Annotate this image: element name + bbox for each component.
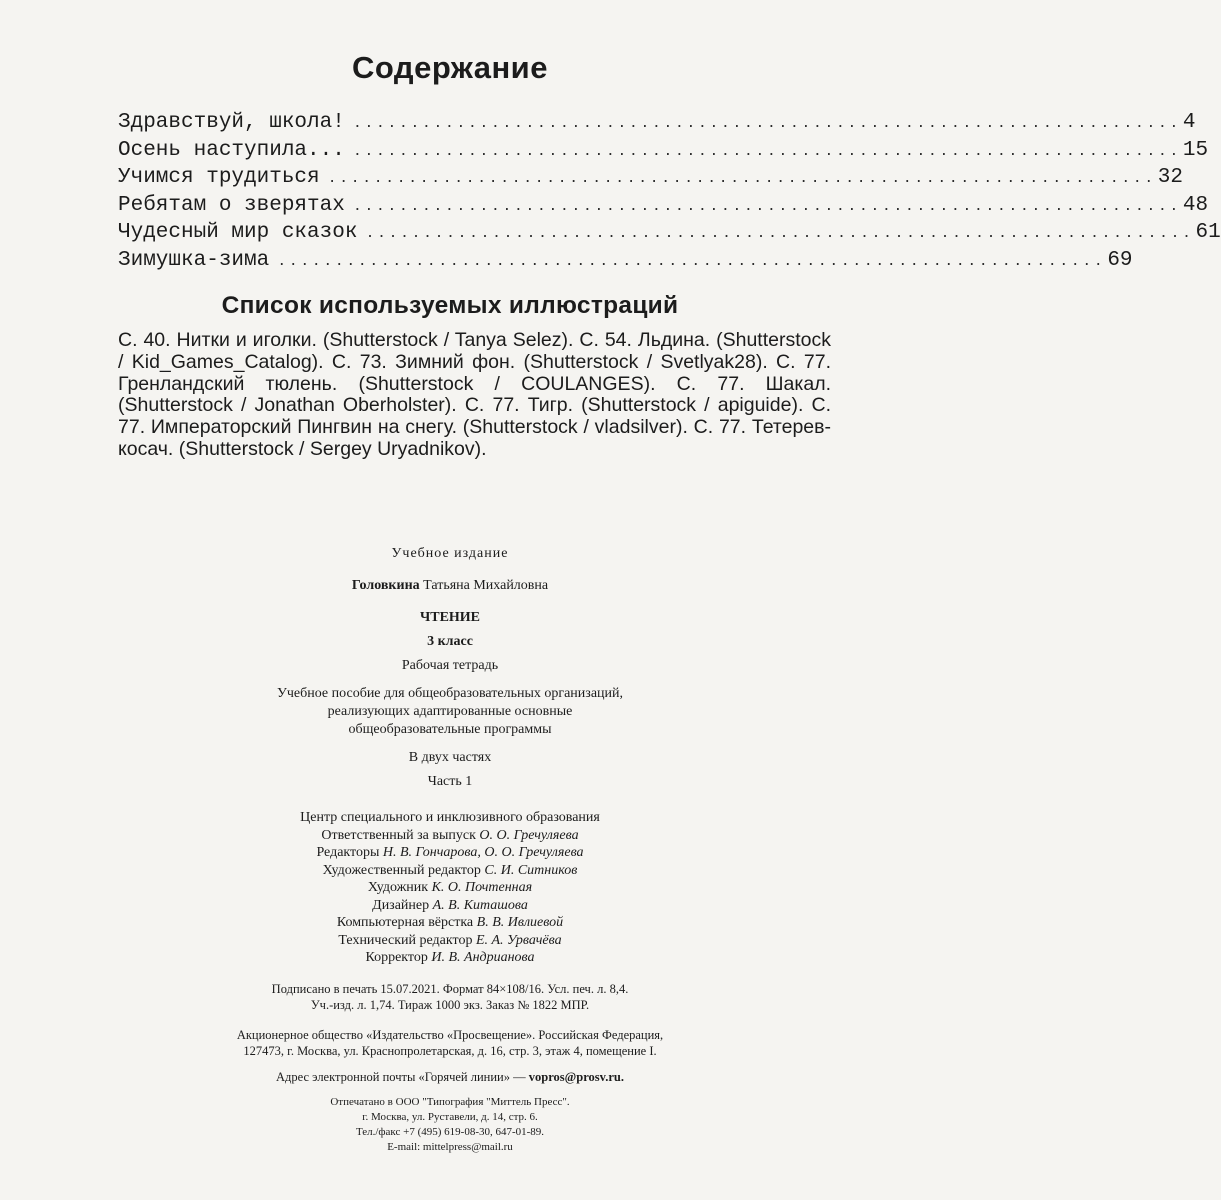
staff-row: Технический редактор Е. А. Урвачёва [338,932,562,948]
center-name: Центр специального и инклюзивного образования [300,810,600,825]
staff-row: Компьютерная вёрстка В. В. Ивлиевой [336,915,564,930]
dot-leader: ........................................................................ [354,138,1183,159]
contents-item-label: Ребятам о зверятах [118,193,345,217]
print-info-2: Уч.-изд. л. 1,74. Тираж 1000 экз. Заказ № 1822 МПР. [310,997,590,1012]
printer-1: Отпечатано в ООО "Типография "Миттель Пресс". [330,1095,570,1108]
contents-item-page: 15 [1182,138,1209,162]
dot-leader: ........................................................................ [279,248,1108,269]
printer-2: г. Москва, ул. Руставели, д. 14, стр. 6. [362,1110,538,1123]
contents-item-page: 4 [1182,111,1196,134]
author-given-names: Татьяна Михайловна [423,578,549,593]
contents-item-page: 32 [1157,166,1183,189]
author-surname: Головкина [351,578,420,593]
illustrations-credits: С. 40. Нитки и иголки. (Shutterstock / Tanya Selez). С. 54. Льдина. (Shutterstock / Kid_Games_Catalog). С. 73. Зимний фон. (Shutterstock / Svetlyak28). С. 77. Гренландский тюлень. (Shutterstock / COULANGES). С. 77. Шакал. (Shutterstock / Jonathan Oberholster). С. 77. Тигр. (Shutterstock / apiguide). С. 77. Императорский Пингвин на снегу. (Shutterstock / vladsilver). С. 77. Тетерев-косач. (Shutterstock / Sergey Uryadnikov). [118,329,831,460]
dot-leader: ........................................................................ [329,166,1158,186]
purpose-line-3: общеобразовательные программы [348,722,552,737]
part-number: Часть 1 [427,774,473,789]
purpose-line-1: Учебное пособие для общеобразовательных организаций, [276,686,624,701]
author-line [0,577,900,595]
book-title: ЧТЕНИЕ [419,610,481,625]
publisher-2: 127473, г. Москва, ул. Краснопролетарская, д. 16, стр. 3, этаж 4, помещение I. [243,1043,657,1058]
contents-item-label: Здравствуй, школа! [118,111,345,134]
edition-type: Учебное издание [391,546,509,561]
printer-email: E-mail: mittelpress@mail.ru [387,1140,513,1153]
illustrations-title: Список используемых иллюстраций [221,292,679,319]
contents-item-label: Зимушка-зима [118,248,270,272]
dot-leader: ........................................................................ [354,111,1183,131]
grade: 3 класс [427,634,473,649]
staff-row: Художественный редактор С. И. Ситников [322,862,578,878]
hotline-email[interactable]: vopros@prosv.ru. [528,1069,624,1084]
contents-item[interactable] [118,166,1183,194]
staff-list [0,809,900,967]
printer-3: Тел./факс +7 (495) 619-08-30, 647-01-89. [355,1125,545,1138]
contents-item-label: Чудесный мир сказок [118,221,358,244]
staff-row: Корректор И. В. Андрианова [365,950,535,965]
purpose-line-2: реализующих адаптированные основные [327,704,573,719]
contents-item[interactable] [118,193,1209,222]
contents-item[interactable] [118,111,1196,139]
contents-item[interactable] [118,138,1209,167]
contents-item-page: 48 [1182,193,1209,217]
contents-item-label: Осень наступила... [118,138,345,162]
print-info-1: Подписано в печать 15.07.2021. Формат 84×108/16. Усл. печ. л. 8,4. [271,981,629,996]
contents-item-page: 69 [1107,248,1133,272]
contents-item-page: 61 [1195,221,1221,244]
staff-row: Дизайнер А. В. Киташова [372,897,528,913]
book-kind: Рабочая тетрадь [401,658,499,673]
dot-leader: ........................................................................ [367,221,1196,241]
contents-item[interactable] [118,221,1221,249]
contents-title: Содержание [352,50,548,85]
dot-leader: ........................................................................ [354,193,1183,214]
parts-note: В двух частях [408,750,492,765]
staff-row: Художник К. О. Почтенная [367,880,533,895]
contents-item[interactable] [118,248,1133,277]
contents-list [118,111,1221,276]
hotline-line: Адрес электронной почты «Горячей линии» — vopros@prosv.ru. [276,1069,624,1084]
publisher-1: Акционерное общество «Издательство «Просвещение». Российская Федерация, [236,1027,664,1042]
staff-row: Редакторы Н. В. Гончарова, О. О. Гречуляева [316,845,584,860]
contents-item-label: Учимся трудиться [118,166,320,189]
imprint-block [0,545,900,1155]
staff-row: Ответственный за выпуск О. О. Гречуляева [321,827,579,843]
